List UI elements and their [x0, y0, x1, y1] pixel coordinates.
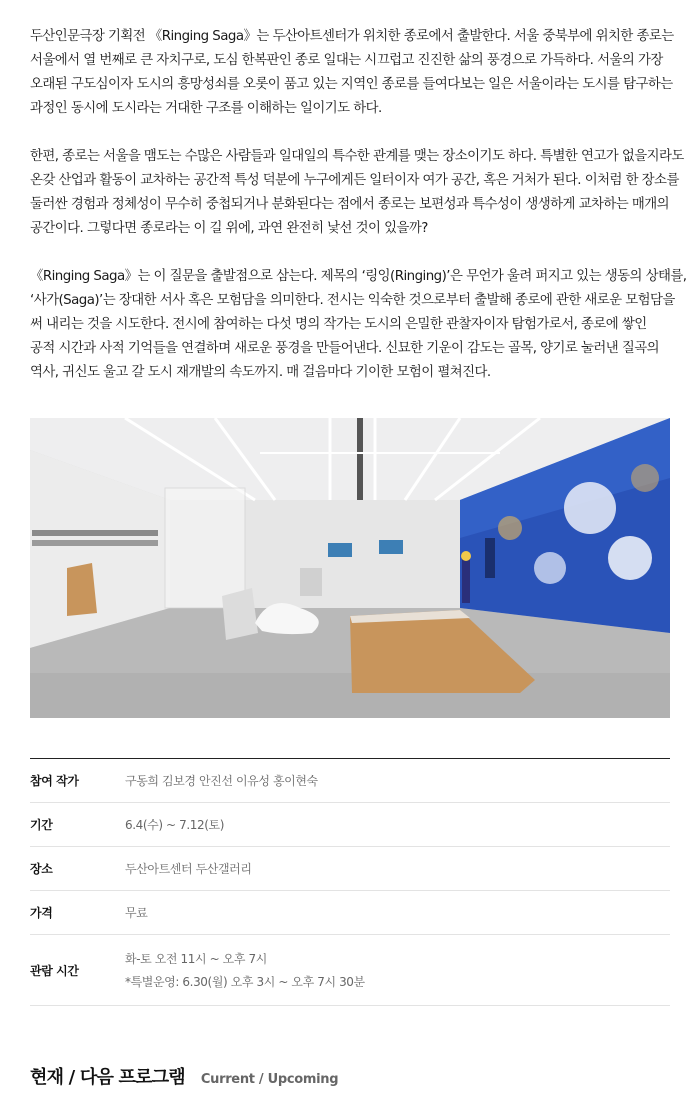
info-label: 가격: [30, 906, 53, 920]
text-line: 오래된 구도심이자 도시의 흥망성쇠를 오롯이 품고 있는 지역인 종로를 들여다보는 일은 서울이라는 도시를 탐구하는: [30, 77, 673, 92]
text-line: 공적 시간과 사적 기억들을 연결하며 새로운 풍경을 만들어낸다. 신묘한 기운이 감도는 골목, 양기로 눌러낸 질곡의: [30, 341, 660, 356]
text-line: 역사, 귀신도 울고 갈 도시 재개발의 속도까지. 매 걸음마다 기이한 모험이 펼쳐진다.: [30, 365, 491, 380]
info-label: 참여 작가: [30, 774, 79, 788]
info-value: 화-토 오전 11시 ~ 오후 7시: [125, 952, 267, 966]
text-line: 《Ringing Saga》는 이 질문을 출발점으로 삼는다. 제목의 ‘링잉(Ringing)’은 무언가 울려 퍼지고 있는 생동의 상태를,: [30, 269, 687, 284]
text-line: 써 내리는 것을 시도한다. 전시에 참여하는 다섯 명의 작가는 도시의 은밀한 관찰자이자 탐험가로서, 종로에 쌓인: [30, 317, 647, 332]
info-row-price: [30, 891, 670, 935]
section-subtitle: Current / Upcoming: [200, 1072, 339, 1087]
info-label: 장소: [30, 862, 53, 876]
intro-paragraph-3: [30, 265, 686, 385]
text-line: 온갖 산업과 활동이 교차하는 공간적 특성 덕분에 누구에게든 일터이자 여가 공간, 혹은 거처가 된다. 이처럼 한 장소를: [30, 173, 679, 188]
text-line: ‘사가(Saga)’는 장대한 서사 혹은 모험담을 의미한다. 전시는 익숙한 것으로부터 출발해 종로에 관한 새로운 모험담을: [30, 293, 675, 308]
text-line: 과정인 동시에 도시라는 거대한 구조를 이해하는 일이기도 하다.: [30, 101, 382, 116]
text-line: 둘러싼 경험과 정체성이 무수히 중첩되거나 분화된다는 점에서 종로는 보편성과 특수성이 생생하게 교차하는 매개의: [30, 197, 669, 212]
program-section-heading: [30, 1063, 338, 1089]
info-row-hours: [30, 935, 670, 1006]
text-line: 두산인문극장 기획전 《Ringing Saga》는 두산아트센터가 위치한 종로에서 출발한다. 서울 중북부에 위치한 종로는: [30, 29, 674, 44]
info-row-venue: [30, 847, 670, 891]
info-row-artists: [30, 759, 670, 803]
text-line: 서울에서 열 번째로 큰 자치구로, 도심 한복판인 종로 일대는 시끄럽고 진진한 삶의 풍경으로 가득하다. 서울의 가장: [30, 53, 663, 68]
section-title: 현재 / 다음 프로그램: [30, 1067, 185, 1088]
info-label: 기간: [30, 818, 53, 832]
intro-paragraph-1: [30, 25, 674, 121]
info-value: 무료: [125, 906, 148, 920]
info-table: [30, 758, 670, 1006]
text-line: 공간이다. 그렇다면 종로라는 이 길 위에, 과연 완전히 낯선 것이 있을까?: [30, 221, 428, 236]
info-value: 두산아트센터 두산갤러리: [125, 862, 252, 876]
info-row-period: [30, 803, 670, 847]
info-label: 관람 시간: [30, 963, 79, 978]
info-value-special: *특별운영: 6.30(월) 오후 3시 ~ 오후 7시 30분: [125, 975, 365, 989]
info-value-group: [125, 950, 365, 990]
info-value: 구동희 김보경 안진선 이유성 홍이현숙: [125, 774, 318, 788]
exhibition-photo: [30, 418, 670, 718]
text-line: 한편, 종로는 서울을 맴도는 수많은 사람들과 일대일의 특수한 관계를 맺는 장소이기도 하다. 특별한 연고가 없을지라도: [30, 149, 684, 164]
info-value: 6.4(수) ~ 7.12(토): [125, 818, 224, 832]
intro-paragraph-2: [30, 145, 684, 241]
